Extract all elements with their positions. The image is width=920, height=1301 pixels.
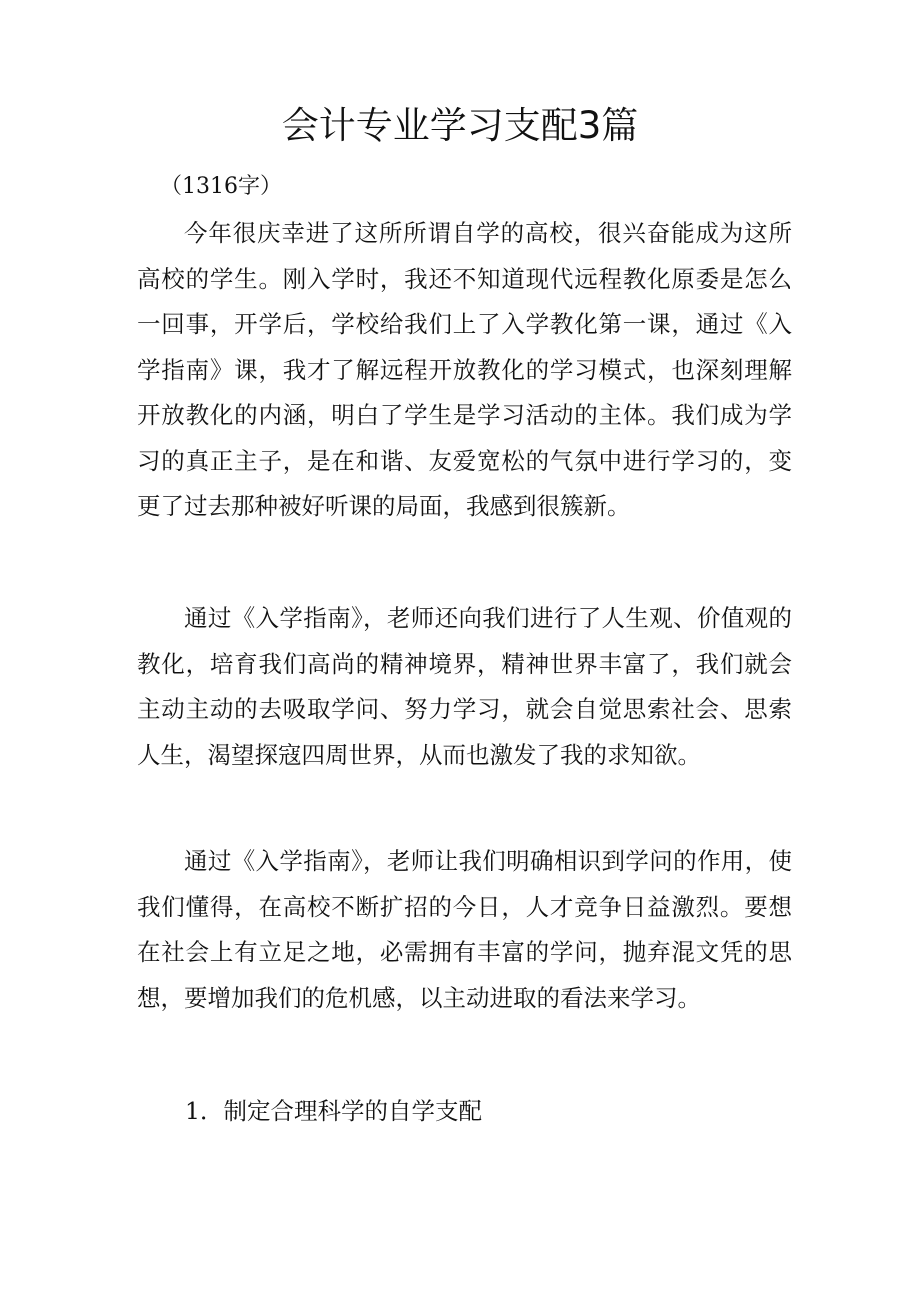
paragraph-3: 通过《入学指南》，老师让我们明确相识到学问的作用，使我们懂得，在高校不断扩招的今日，人才竞争日益激烈。要想在社会上有立足之地，必需拥有丰富的学问，抛弃混文凭的思想，要增加我们的危机感，以主动进取的看法来学习。: [137, 847, 792, 1012]
paragraph-2: 通过《入学指南》，老师还向我们进行了人生观、价值观的教化，培育我们高尚的精神境界，精神世界丰富了，我们就会主动主动的去吸取学问、努力学习，就会自觉思索社会、思索人生，渴望探寇四周世界，从而也激发了我的求知欲。: [137, 604, 792, 769]
word-count: （1316字）: [160, 174, 282, 199]
section-heading: 1．制定合理科学的自学支配: [185, 1097, 482, 1125]
paragraph-1: 今年很庆幸进了这所所谓自学的高校，很兴奋能成为这所高校的学生。刚入学时，我还不知道现代远程教化原委是怎么一回事，开学后，学校给我们上了入学教化第一课，通过《入学指南》课，我才了解远程开放教化的学习模式，也深刻理解开放教化的内涵，明白了学生是学习活动的主体。我们成为学习的真正主子，是在和谐、友爱宽松的气氛中进行学习的，变更了过去那种被好听课的局面，我感到很簇新。: [137, 219, 792, 520]
document-title: 会计专业学习支配3篇: [281, 104, 639, 147]
